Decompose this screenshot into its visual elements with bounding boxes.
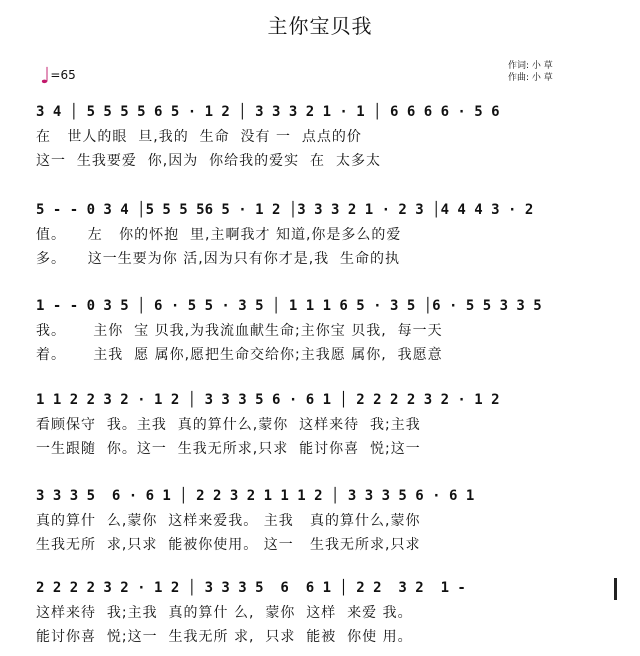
song-title: 主你宝贝我 xyxy=(267,14,373,38)
credits xyxy=(508,60,553,84)
quarter-note-icon: ♩ xyxy=(40,64,51,89)
lyrics-verse-1: 看顾保守 我。主我 真的算什么,蒙你 这样来待 我;主我 xyxy=(36,417,421,433)
notation-line: 1 1 2 2 3 2 · 1 2 │ 3 3 3 5 6 · 6 1 │ 2 2 2 2 3 2 · 1 2 xyxy=(36,392,500,408)
final-barline xyxy=(614,578,617,600)
lyrics-verse-2: 多。 这一生要为你 活,因为只有你才是,我 生命的执 xyxy=(36,251,401,267)
lyrics-verse-1: 我。 主你 宝 贝我,为我流血献生命;主你宝 贝我, 每一天 xyxy=(36,323,443,339)
tempo-marking xyxy=(40,64,76,89)
score-system-5 xyxy=(28,484,618,564)
lyrics-verse-2: 生我无所 求,只求 能被你使用。 这一 生我无所求,只求 xyxy=(36,537,421,553)
notation-line: 5 - - 0 3 4 │5 5 5 56 5 · 1 2 │3 3 3 2 1 · 2 3 │4 4 4 3 · 2 xyxy=(36,202,534,218)
lyricist-credit: 作词: 小 草 xyxy=(508,61,553,71)
tempo-value: =65 xyxy=(50,68,76,82)
lyrics-verse-1: 这样来待 我;主我 真的算什 么, 蒙你 这样 来爱 我。 xyxy=(36,605,413,621)
notation-line: 3 4 │ 5 5 5 5 6 5 · 1 2 │ 3 3 3 2 1 · 1 │ 6 6 6 6 · 5 6 xyxy=(36,104,500,120)
score-system-2 xyxy=(28,198,618,278)
notation-line: 1 - - 0 3 5 │ 6 · 5 5 · 3 5 │ 1 1 1 6 5 · 3 5 │6 · 5 5 3 3 5 xyxy=(36,298,542,314)
lyrics-verse-2: 着。 主我 愿 属你,愿把生命交给你;主我愿 属你, 我愿意 xyxy=(36,347,443,363)
score-system-4 xyxy=(28,388,618,468)
score-system-1 xyxy=(28,100,618,180)
composer-credit: 作曲: 小 草 xyxy=(508,73,553,83)
lyrics-verse-2: 这一 生我要爱 你,因为 你给我的爱实 在 太多太 xyxy=(36,153,381,169)
notation-line: 2 2 2 2 3 2 · 1 2 │ 3 3 3 5 6 6 1 │ 2 2 3 2 1 - xyxy=(36,580,466,596)
lyrics-verse-1: 在 世人的眼 旦,我的 生命 没有 一 点点的价 xyxy=(36,129,362,145)
score-system-3 xyxy=(28,294,618,374)
notation-line: 3 3 3 5 6 · 6 1 │ 2 2 3 2 1 1 1 2 │ 3 3 3 5 6 · 6 1 xyxy=(36,488,475,504)
lyrics-verse-1: 值。 左 你的怀抱 里,主啊我才 知道,你是多么的爱 xyxy=(36,227,402,243)
lyrics-verse-1: 真的算什 么,蒙你 这样来爱我。 主我 真的算什么,蒙你 xyxy=(36,513,421,529)
lyrics-verse-2: 能讨你喜 悦;这一 生我无所 求, 只求 能被 你使 用。 xyxy=(36,629,413,645)
lyrics-verse-2: 一生跟随 你。这一 生我无所求,只求 能讨你喜 悦;这一 xyxy=(36,441,421,457)
score-system-6 xyxy=(28,576,618,656)
